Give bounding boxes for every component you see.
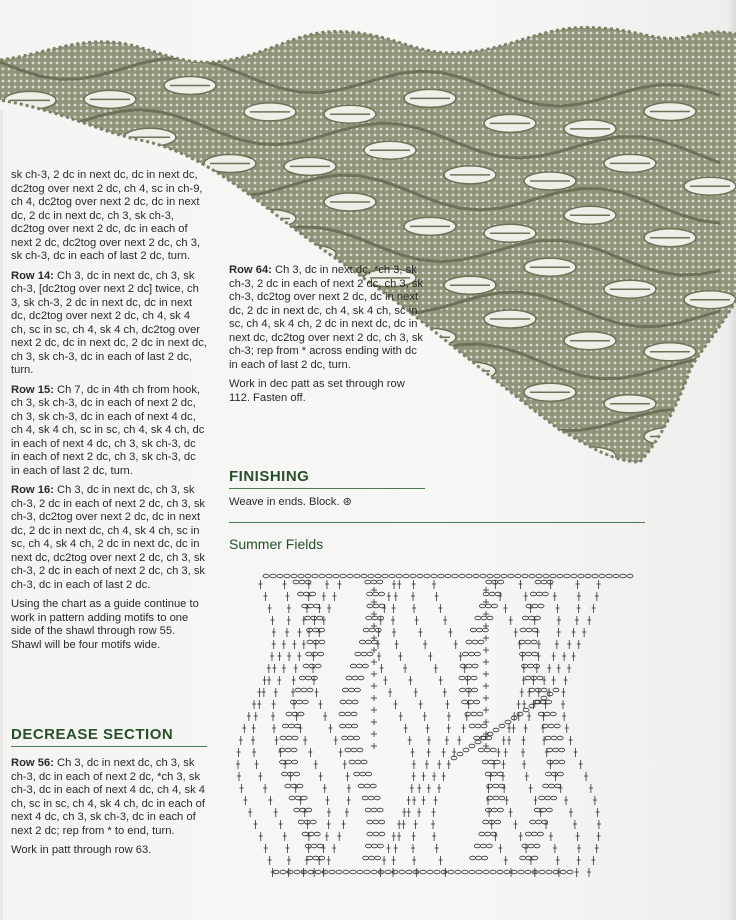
row14-text: Ch 3, dc in next dc, ch 3, sk ch-3, [dc2tog over next 2 dc] twice, ch 3, sk ch-3, 2 dc in next dc, dc in next dc, dc2tog over next 2 dc, ch 4, sk 4 ch, sc in sc, ch 4, sk 4 ch, dc2tog over next 2 dc, dc in next dc, 2 dc in next dc, ch 3, sk ch-3, dc in each of last 2 dc, turn. bbox=[11, 269, 207, 376]
row56-label: Row 56: bbox=[11, 757, 54, 769]
row56-paragraph bbox=[11, 757, 207, 838]
row16-label: Row 16: bbox=[11, 484, 54, 496]
left-column bbox=[11, 169, 207, 658]
row14-paragraph bbox=[11, 270, 207, 378]
stitch-chart bbox=[236, 570, 646, 880]
row64-paragraph bbox=[229, 264, 425, 372]
guide-paragraph: Using the chart as a guide continue to work in pattern adding motifs to one side of the shawl through row 55. Shawl will be four motifs wide. bbox=[11, 598, 199, 651]
finishing-section bbox=[229, 468, 425, 489]
finishing-rule bbox=[229, 488, 425, 489]
middle-column bbox=[229, 264, 425, 411]
work-through-row63: Work in patt through row 63. bbox=[11, 844, 152, 856]
row14-label: Row 14: bbox=[11, 269, 54, 282]
row56-text: Ch 3, dc in next dc, ch 3, sk ch-3, dc in each of next 2 dc, *ch 3, sk ch-3, dc in each of next 4 dc, ch 4, sk 4 ch, sc in sc, ch 4, sk 4 ch, dc in each of next 4 dc, ch 3, sk ch-3, dc in each of next 2 dc; rep from * to end, turn. bbox=[11, 757, 206, 837]
row15-paragraph bbox=[11, 384, 207, 479]
section-divider bbox=[229, 522, 645, 523]
row15-label: Row 15: bbox=[11, 383, 54, 396]
decrease-heading: DECREASE SECTION bbox=[11, 726, 174, 743]
finishing-heading: FINISHING bbox=[229, 468, 310, 485]
row16-paragraph bbox=[11, 484, 207, 592]
finishing-text: Weave in ends. Block. ⊛ bbox=[229, 496, 352, 508]
dec-patt-paragraph: Work in dec patt as set through row 112. Fasten off. bbox=[229, 378, 405, 404]
row64-text: Ch 3, dc in next dc, *ch 3, sk ch-3, 2 dc in each of next 2 dc, ch 3, sk ch-3, dc2tog over next 2 dc, dc in next dc, 2 dc in next dc, ch 4, sk 4 ch, sc in sc, ch 4, sk 4 ch, 2 dc in next dc, dc in next dc, dc2tog over next 2 dc, ch 3, sk ch-3; rep from * across ending with dc in each of last 2 dc, turn. bbox=[229, 264, 424, 371]
row64-label: Row 64: bbox=[229, 264, 272, 276]
decrease-section bbox=[11, 726, 207, 864]
decrease-rule bbox=[11, 746, 207, 747]
row13-continued: sk ch-3, 2 dc in next dc, dc in next dc, dc2tog over next 2 dc, ch 4, sc in ch-9, ch 4, dc2tog over next 2 dc, dc in next dc, 2 dc in next dc, ch 3, sk ch-3, dc2tog over next 2 dc, dc in each of next 2 dc, dc2tog over next 2 dc, ch 3, sk ch-3, dc in each of last 2 dc, turn. bbox=[11, 169, 203, 262]
row16-text: Ch 3, dc in next dc, ch 3, sk ch-3, 2 dc in each of next 2 dc, ch 3, sk ch-3, dc2tog over next 2 dc, dc in next dc, 2 dc in next dc, ch 4, sk 4 ch, sc in sc, ch 4, sk 4 ch, 2 dc in next dc, dc in next dc, dc2tog over next 2 dc, ch 3, sk ch-3, 2 dc in each of next 2 dc, ch 3, sk ch-3, dc in each of last 2 dc. bbox=[11, 484, 206, 591]
row15-text: Ch 7, dc in 4th ch from hook, ch 3, sk ch-3, dc in each of next 2 dc, ch 3, sk ch-3, dc in each of next 4 dc, ch 4, sk 4 ch, sc in sc, ch 4, sk 4 ch, dc in each of next 4 dc, ch 3, sk ch-3, dc in each of next 2 dc, ch 3, sk ch-3, dc in each of last 2 dc, turn. bbox=[11, 383, 205, 477]
decrease-body bbox=[11, 757, 207, 858]
chart-title: Summer Fields bbox=[229, 536, 324, 552]
